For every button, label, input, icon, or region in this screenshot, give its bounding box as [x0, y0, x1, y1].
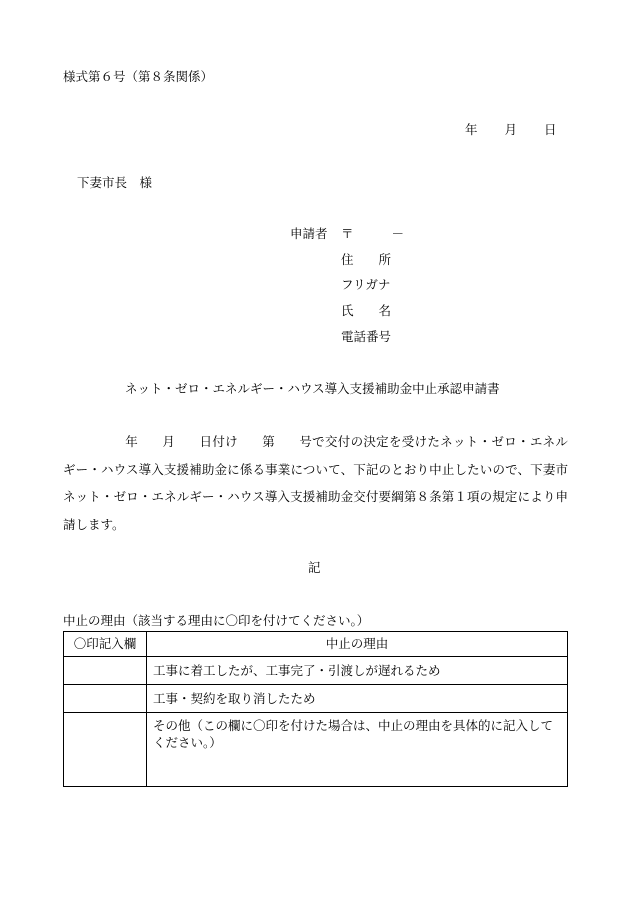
reason-other-text: その他（この欄に〇印を付けた場合は、中止の理由を具体的に記入してください。） [153, 718, 554, 750]
furigana-label: フリガナ [341, 277, 391, 292]
addressee: 下妻市長 様 [77, 175, 153, 190]
postal-dash: － [391, 226, 405, 241]
reasons-table [63, 631, 568, 787]
document-title: ネット・ゼロ・エネルギー・ハウス導入支援補助金中止承認申請書 [125, 381, 500, 396]
body-text: 号で交付の決定を受けたネット・ゼロ・エネルギー・ハウス導入支援補助金に係る事業について、下記のとおり中止したいので、下妻市ネット・ゼロ・エネルギー・ハウス導入支援補助金交付要綱第８条第１項の規定により申請します。 [63, 434, 568, 532]
postal-code-line [341, 224, 404, 242]
form-number: 様式第６号（第８条関係） [63, 69, 214, 84]
mark-cell-2[interactable] [64, 685, 147, 713]
table-row [64, 685, 568, 713]
date-day: 日 [544, 122, 557, 137]
reason-cell-1: 工事に着工したが、工事完了・引渡しが遅れるため [147, 657, 568, 685]
date-year: 年 [465, 122, 478, 137]
body-month: 月 [162, 434, 176, 449]
body-year: 年 [125, 434, 139, 449]
date-month: 月 [504, 122, 518, 137]
date-line [465, 120, 557, 138]
body-date-suffix: 日付け [199, 434, 238, 449]
applicant-label: 申請者 [290, 226, 328, 241]
mark-cell-3[interactable] [64, 713, 147, 787]
phone-label: 電話番号 [341, 329, 392, 344]
mark-cell-1[interactable] [64, 657, 147, 685]
reason-cell-3[interactable] [147, 713, 568, 787]
address-label: 住 所 [341, 252, 392, 267]
header-reason-column: 中止の理由 [147, 632, 568, 657]
name-label: 氏 名 [341, 303, 392, 318]
reason-cell-2: 工事・契約を取り消したため [147, 685, 568, 713]
header-mark-column: 〇印記入欄 [64, 632, 147, 657]
ki-heading: 記 [308, 560, 321, 575]
body-number-prefix: 第 [261, 434, 276, 449]
table-row [64, 713, 568, 787]
table-row [64, 657, 568, 685]
body-paragraph [63, 428, 568, 538]
reason-intro: 中止の理由（該当する理由に〇印を付けてください。） [63, 613, 370, 628]
table-header-row [64, 632, 568, 657]
postal-mark: 〒 [341, 226, 354, 241]
